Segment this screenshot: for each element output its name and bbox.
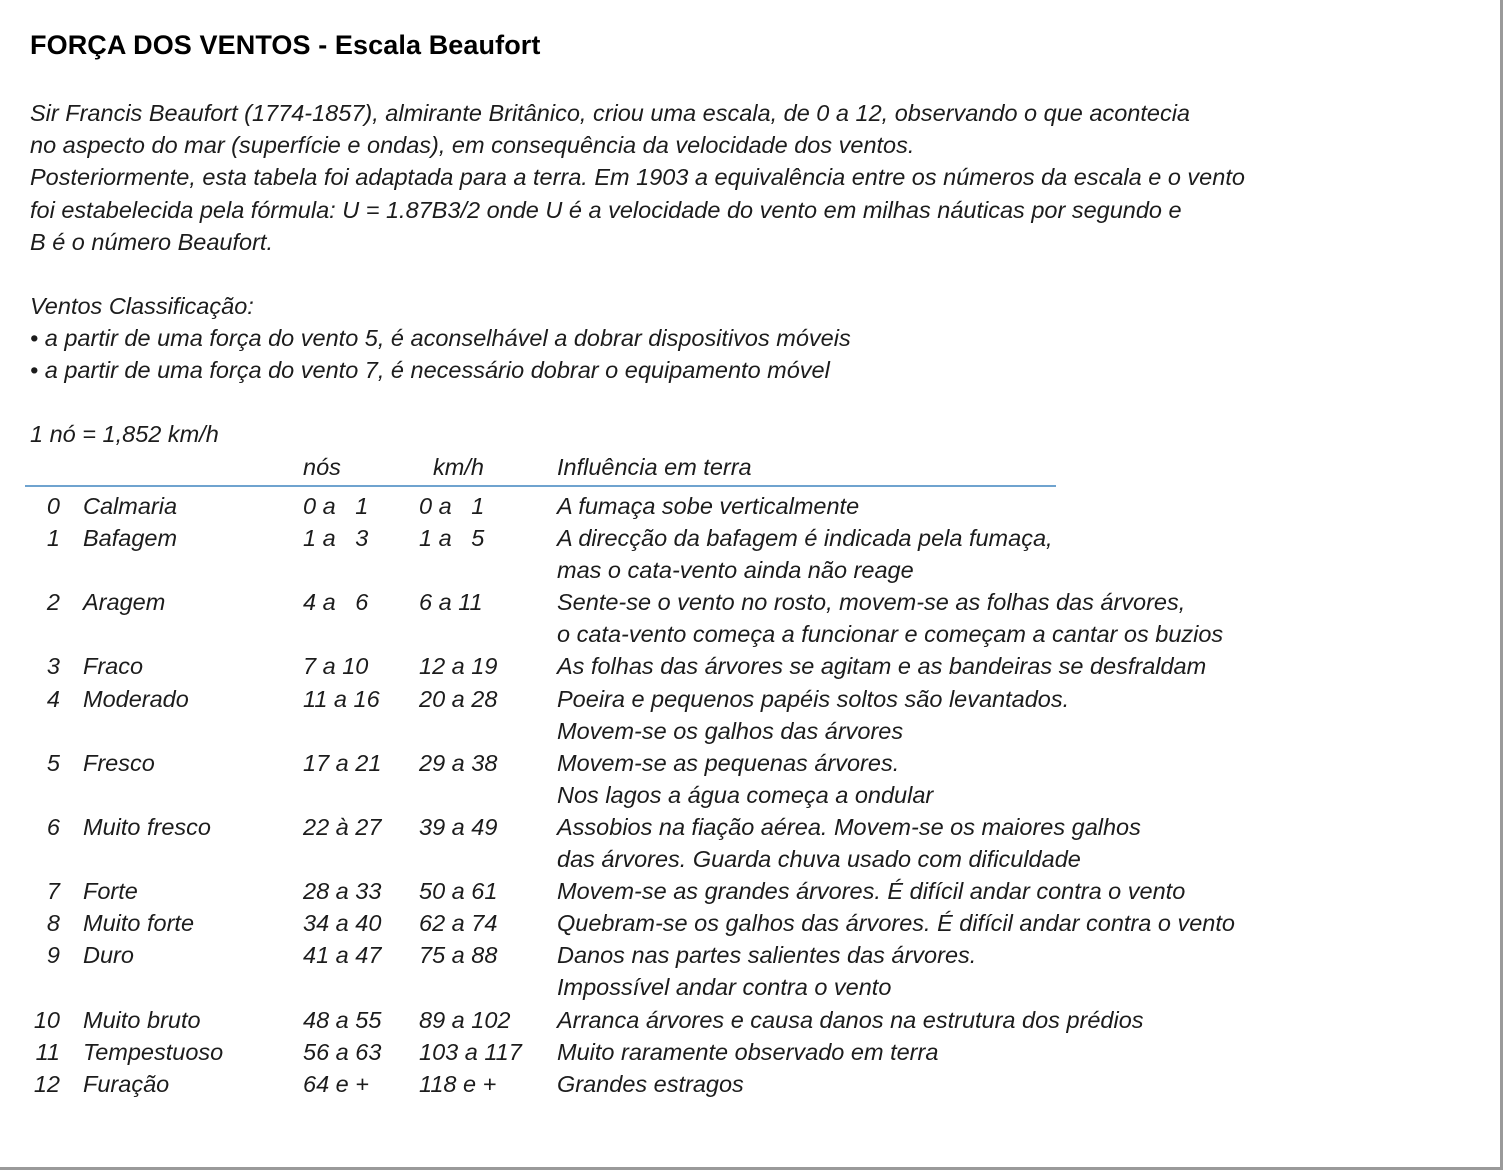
table-row — [0, 650, 1503, 682]
wind-name: Aragem — [83, 589, 166, 616]
speed-knots: 64 e + — [303, 1070, 369, 1097]
intro-paragraph — [30, 97, 1245, 258]
table-row — [0, 811, 1503, 875]
land-influence-line: Quebram-se os galhos das árvores. É difícil andar contra o vento — [557, 910, 1235, 937]
land-influence — [557, 650, 1206, 682]
beaufort-number: 12 — [33, 1070, 60, 1097]
table-row — [0, 490, 1503, 522]
speed-knots: 34 a 40 — [303, 910, 382, 937]
speed-knots: 4 a 6 — [303, 589, 369, 616]
land-influence-line: Impossível andar contra o vento — [557, 974, 892, 1001]
land-influence — [557, 522, 1053, 586]
beaufort-number: 2 — [46, 589, 60, 616]
wind-name: Bafagem — [83, 525, 178, 552]
speed-knots: 41 a 47 — [303, 942, 382, 969]
speed-kmh: 50 a 61 — [419, 878, 498, 905]
intro-line: foi estabelecida pela fórmula: U = 1.87B3/2 onde U é a velocidade do vento em milhas náuticas por segundo e — [30, 196, 1182, 223]
table-row — [0, 875, 1503, 907]
classification-bullet: • a partir de uma força do vento 5, é aconselhável a dobrar dispositivos móveis — [30, 325, 851, 352]
land-influence-line: Movem-se as grandes árvores. É difícil andar contra o vento — [557, 878, 1186, 905]
table-row — [0, 939, 1503, 1003]
intro-line: Posteriormente, esta tabela foi adaptada para a terra. Em 1903 a equivalência entre os números da escala e o vento — [30, 164, 1245, 191]
beaufort-number: 10 — [33, 1006, 60, 1033]
speed-kmh: 6 a 11 — [419, 589, 483, 616]
land-influence-line: Movem-se os galhos das árvores — [557, 717, 904, 744]
wind-name: Duro — [83, 942, 134, 969]
land-influence-line: Muito raramente observado em terra — [557, 1038, 939, 1065]
speed-knots: 11 a 16 — [303, 685, 380, 712]
land-influence-line: mas o cata-vento ainda não reage — [557, 557, 914, 584]
beaufort-number: 7 — [46, 878, 60, 905]
speed-kmh: 89 a 102 — [419, 1006, 511, 1033]
speed-knots: 48 a 55 — [303, 1006, 382, 1033]
land-influence — [557, 875, 1185, 907]
wind-name: Muito bruto — [83, 1006, 201, 1033]
land-influence — [557, 939, 976, 1003]
speed-kmh: 39 a 49 — [419, 813, 498, 840]
table-row — [0, 683, 1503, 747]
wind-name: Calmaria — [83, 493, 178, 519]
land-influence-line: A fumaça sobe verticalmente — [557, 493, 860, 519]
land-influence-line: Arranca árvores e causa danos na estrutura dos prédios — [557, 1006, 1144, 1033]
table-row — [0, 1004, 1503, 1036]
page-title: FORÇA DOS VENTOS - Escala Beaufort — [30, 30, 541, 60]
land-influence-line: Assobios na fiação aérea. Movem-se os maiores galhos — [557, 813, 1141, 840]
land-influence-line: das árvores. Guarda chuva usado com dificuldade — [557, 846, 1081, 873]
land-influence-line: Poeira e pequenos papéis soltos são levantados. — [557, 685, 1070, 712]
speed-kmh: 0 a 1 — [419, 493, 485, 519]
table-row — [0, 1068, 1503, 1100]
speed-knots: 17 a 21 — [303, 749, 382, 776]
land-influence — [557, 1036, 938, 1068]
wind-name: Fraco — [83, 653, 144, 680]
table-row — [0, 907, 1503, 939]
speed-kmh: 12 a 19 — [419, 653, 498, 680]
classification-bullet: • a partir de uma força do vento 7, é necessário dobrar o equipamento móvel — [30, 357, 830, 384]
land-influence-line: Danos nas partes salientes das árvores. — [557, 942, 977, 969]
intro-line: Sir Francis Beaufort (1774-1857), almirante Britânico, criou uma escala, de 0 a 12, observando o que acontecia — [30, 100, 1190, 126]
header-divider — [25, 485, 1056, 487]
land-influence-line: Movem-se as pequenas árvores. — [557, 749, 900, 776]
table-row — [0, 586, 1503, 650]
wind-name: Tempestuoso — [83, 1038, 224, 1065]
land-influence-line: A direcção da bafagem é indicada pela fumaça, — [557, 525, 1053, 552]
speed-kmh: 20 a 28 — [419, 685, 498, 712]
knot-conversion: 1 nó = 1,852 km/h — [30, 421, 219, 447]
speed-kmh: 62 a 74 — [419, 910, 498, 937]
speed-knots: 22 à 27 — [303, 813, 382, 840]
wind-name: Forte — [83, 878, 138, 905]
land-influence-line: Sente-se o vento no rosto, movem-se as folhas das árvores, — [557, 589, 1186, 616]
beaufort-number: 0 — [46, 493, 60, 519]
land-influence — [557, 683, 1069, 747]
speed-kmh: 118 e + — [419, 1070, 497, 1097]
wind-name: Furação — [83, 1070, 170, 1097]
land-influence — [557, 1068, 744, 1100]
speed-knots: 7 a 10 — [303, 653, 369, 680]
speed-kmh: 75 a 88 — [419, 942, 498, 969]
beaufort-number: 3 — [46, 653, 60, 680]
beaufort-table — [0, 490, 1503, 1100]
land-influence — [557, 490, 859, 522]
beaufort-number: 8 — [46, 910, 60, 937]
land-influence — [557, 1004, 1144, 1036]
beaufort-number: 4 — [46, 685, 60, 712]
land-influence — [557, 586, 1223, 650]
land-influence-line: Nos lagos a água começa a ondular — [557, 781, 934, 808]
beaufort-number: 11 — [35, 1038, 60, 1065]
land-influence-line: o cata-vento começa a funcionar e começam a cantar os buzios — [557, 621, 1224, 648]
wind-name: Moderado — [83, 685, 189, 712]
intro-line: B é o número Beaufort. — [30, 228, 273, 255]
wind-name: Muito forte — [83, 910, 195, 937]
speed-knots: 0 a 1 — [303, 493, 369, 519]
beaufort-number: 6 — [46, 813, 60, 840]
land-influence — [557, 811, 1141, 875]
speed-knots: 56 a 63 — [303, 1038, 382, 1065]
speed-kmh: 1 a 5 — [419, 525, 485, 552]
speed-knots: 28 a 33 — [303, 878, 382, 905]
column-header-nos: nós — [303, 454, 341, 480]
beaufort-number: 5 — [46, 749, 60, 776]
speed-kmh: 103 a 117 — [419, 1038, 522, 1065]
beaufort-number: 9 — [46, 942, 60, 969]
column-header-kmh: km/h — [433, 454, 484, 480]
wind-name: Fresco — [83, 749, 155, 776]
classification-section — [30, 290, 851, 387]
land-influence-line: Grandes estragos — [557, 1070, 744, 1097]
table-row — [0, 1036, 1503, 1068]
beaufort-number: 1 — [46, 525, 60, 552]
speed-knots: 1 a 3 — [303, 525, 369, 552]
table-row — [0, 747, 1503, 811]
column-header-influence: Influência em terra — [557, 454, 752, 480]
land-influence-line: As folhas das árvores se agitam e as bandeiras se desfraldam — [557, 653, 1207, 680]
land-influence — [557, 747, 933, 811]
table-row — [0, 522, 1503, 586]
land-influence — [557, 907, 1235, 939]
speed-kmh: 29 a 38 — [419, 749, 498, 776]
intro-line: no aspecto do mar (superfície e ondas), em consequência da velocidade dos ventos. — [30, 132, 915, 159]
wind-name: Muito fresco — [83, 813, 211, 840]
classification-heading: Ventos Classificação: — [30, 293, 254, 319]
